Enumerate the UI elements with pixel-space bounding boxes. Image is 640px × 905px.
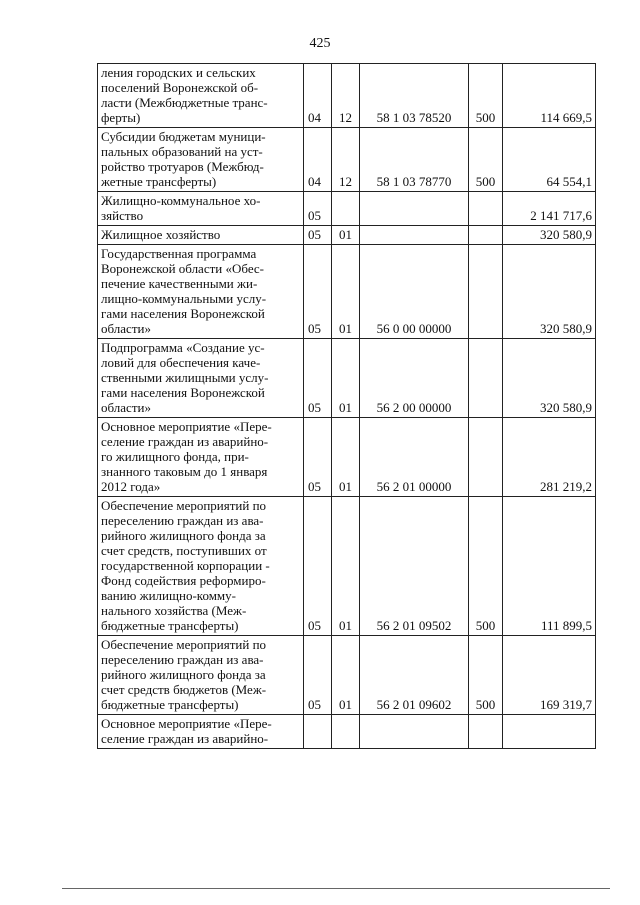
section-code-cell [304, 715, 332, 749]
section-code-cell: 04 [304, 128, 332, 192]
row-name-line: ванию жилищно-комму- [101, 588, 236, 603]
subsection-code-cell: 01 [332, 339, 360, 418]
expense-type-cell [469, 715, 503, 749]
row-name-line: ройство тротуаров (Межбюд- [101, 159, 264, 174]
row-name-line: счет средств бюджетов (Меж- [101, 682, 267, 697]
row-name-line: рийного жилищного фонда за [101, 667, 266, 682]
expense-type-cell [469, 226, 503, 245]
row-name-cell [98, 64, 304, 128]
row-name-line: переселению граждан из ава- [101, 513, 264, 528]
subsection-code-cell: 01 [332, 497, 360, 636]
row-name-line: лищно-коммунальными услу- [101, 291, 267, 306]
target-article-cell: 56 2 01 00000 [360, 418, 469, 497]
amount-cell: 281 219,2 [503, 418, 596, 497]
row-name-line: Основное мероприятие «Пере- [101, 419, 272, 434]
table-row [98, 64, 596, 128]
row-name-line: ления городских и сельских [101, 65, 256, 80]
row-name-cell [98, 418, 304, 497]
row-name-line: гами населения Воронежской [101, 306, 265, 321]
table-row [98, 226, 596, 245]
row-name-line: Жилищно-коммунальное хо- [101, 193, 261, 208]
row-name-cell [98, 128, 304, 192]
row-name-line: Обеспечение мероприятий по [101, 498, 267, 513]
row-name-line: ственными жилищными услу- [101, 370, 269, 385]
target-article-cell: 56 2 01 09602 [360, 636, 469, 715]
subsection-code-cell [332, 715, 360, 749]
row-name-line: селение граждан из аварийно- [101, 434, 269, 449]
row-name-line: бюджетные трансферты) [101, 697, 239, 712]
row-name-cell [98, 715, 304, 749]
subsection-code-cell: 12 [332, 64, 360, 128]
subsection-code-cell: 12 [332, 128, 360, 192]
subsection-code-cell [332, 192, 360, 226]
amount-cell: 64 554,1 [503, 128, 596, 192]
target-article-cell: 56 2 00 00000 [360, 339, 469, 418]
expense-type-cell: 500 [469, 636, 503, 715]
row-name-line: поселений Воронежской об- [101, 80, 259, 95]
table-row [98, 715, 596, 749]
target-article-cell: 56 0 00 00000 [360, 245, 469, 339]
row-name-line: ловий для обеспечения каче- [101, 355, 261, 370]
amount-cell: 169 319,7 [503, 636, 596, 715]
row-name-line: области» [101, 400, 151, 415]
row-name-line: нального хозяйства (Меж- [101, 603, 247, 618]
row-name-line: Обеспечение мероприятий по [101, 637, 267, 652]
section-code-cell: 05 [304, 192, 332, 226]
row-name-line: ласти (Межбюджетные транс- [101, 95, 268, 110]
row-name-cell [98, 245, 304, 339]
row-name-line: переселению граждан из ава- [101, 652, 264, 667]
subsection-code-cell: 01 [332, 245, 360, 339]
expense-type-cell [469, 192, 503, 226]
table-row [98, 128, 596, 192]
row-name-cell [98, 226, 304, 245]
section-code-cell: 05 [304, 497, 332, 636]
row-name-cell [98, 497, 304, 636]
page-bottom-rule [62, 888, 610, 889]
row-name-line: Жилищное хозяйство [101, 227, 221, 242]
table-row [98, 497, 596, 636]
target-article-cell [360, 192, 469, 226]
section-code-cell: 05 [304, 245, 332, 339]
target-article-cell: 58 1 03 78520 [360, 64, 469, 128]
row-name-line: го жилищного фонда, при- [101, 449, 249, 464]
section-code-cell: 05 [304, 636, 332, 715]
table-row [98, 418, 596, 497]
amount-cell: 320 580,9 [503, 245, 596, 339]
section-code-cell: 05 [304, 418, 332, 497]
amount-cell: 320 580,9 [503, 339, 596, 418]
row-name-cell [98, 192, 304, 226]
table-row [98, 636, 596, 715]
subsection-code-cell: 01 [332, 418, 360, 497]
row-name-line: Основное мероприятие «Пере- [101, 716, 272, 731]
row-name-line: государственной корпорации - [101, 558, 270, 573]
row-name-line: Фонд содействия реформиро- [101, 573, 266, 588]
target-article-cell [360, 226, 469, 245]
amount-cell: 111 899,5 [503, 497, 596, 636]
expense-type-cell: 500 [469, 497, 503, 636]
budget-table [97, 63, 596, 749]
row-name-line: рийного жилищного фонда за [101, 528, 266, 543]
row-name-line: жетные трансферты) [101, 174, 217, 189]
expense-type-cell [469, 245, 503, 339]
section-code-cell: 05 [304, 339, 332, 418]
table-body [98, 64, 596, 749]
table-row [98, 339, 596, 418]
row-name-line: знанного таковым до 1 января [101, 464, 268, 479]
row-name-line: Подпрограмма «Создание ус- [101, 340, 265, 355]
row-name-line: 2012 года» [101, 479, 161, 494]
table-row [98, 192, 596, 226]
page-number: 425 [309, 36, 331, 51]
target-article-cell: 56 2 01 09502 [360, 497, 469, 636]
expense-type-cell [469, 418, 503, 497]
target-article-cell: 58 1 03 78770 [360, 128, 469, 192]
target-article-cell [360, 715, 469, 749]
row-name-line: ферты) [101, 110, 141, 125]
amount-cell: 114 669,5 [503, 64, 596, 128]
row-name-cell [98, 339, 304, 418]
row-name-line: счет средств, поступивших от [101, 543, 267, 558]
row-name-line: печение качественными жи- [101, 276, 258, 291]
amount-cell [503, 715, 596, 749]
subsection-code-cell: 01 [332, 636, 360, 715]
row-name-line: Государственная программа [101, 246, 257, 261]
expense-type-cell: 500 [469, 64, 503, 128]
row-name-line: зяйство [101, 208, 144, 223]
row-name-line: селение граждан из аварийно- [101, 731, 269, 746]
amount-cell: 2 141 717,6 [503, 192, 596, 226]
row-name-line: пальных образований на уст- [101, 144, 263, 159]
expense-type-cell [469, 339, 503, 418]
section-code-cell: 04 [304, 64, 332, 128]
row-name-line: Воронежской области «Обес- [101, 261, 265, 276]
amount-cell: 320 580,9 [503, 226, 596, 245]
subsection-code-cell: 01 [332, 226, 360, 245]
row-name-line: области» [101, 321, 151, 336]
row-name-line: гами населения Воронежской [101, 385, 265, 400]
expense-type-cell: 500 [469, 128, 503, 192]
section-code-cell: 05 [304, 226, 332, 245]
row-name-line: Субсидии бюджетам муници- [101, 129, 266, 144]
row-name-line: бюджетные трансферты) [101, 618, 239, 633]
row-name-cell [98, 636, 304, 715]
table-row [98, 245, 596, 339]
